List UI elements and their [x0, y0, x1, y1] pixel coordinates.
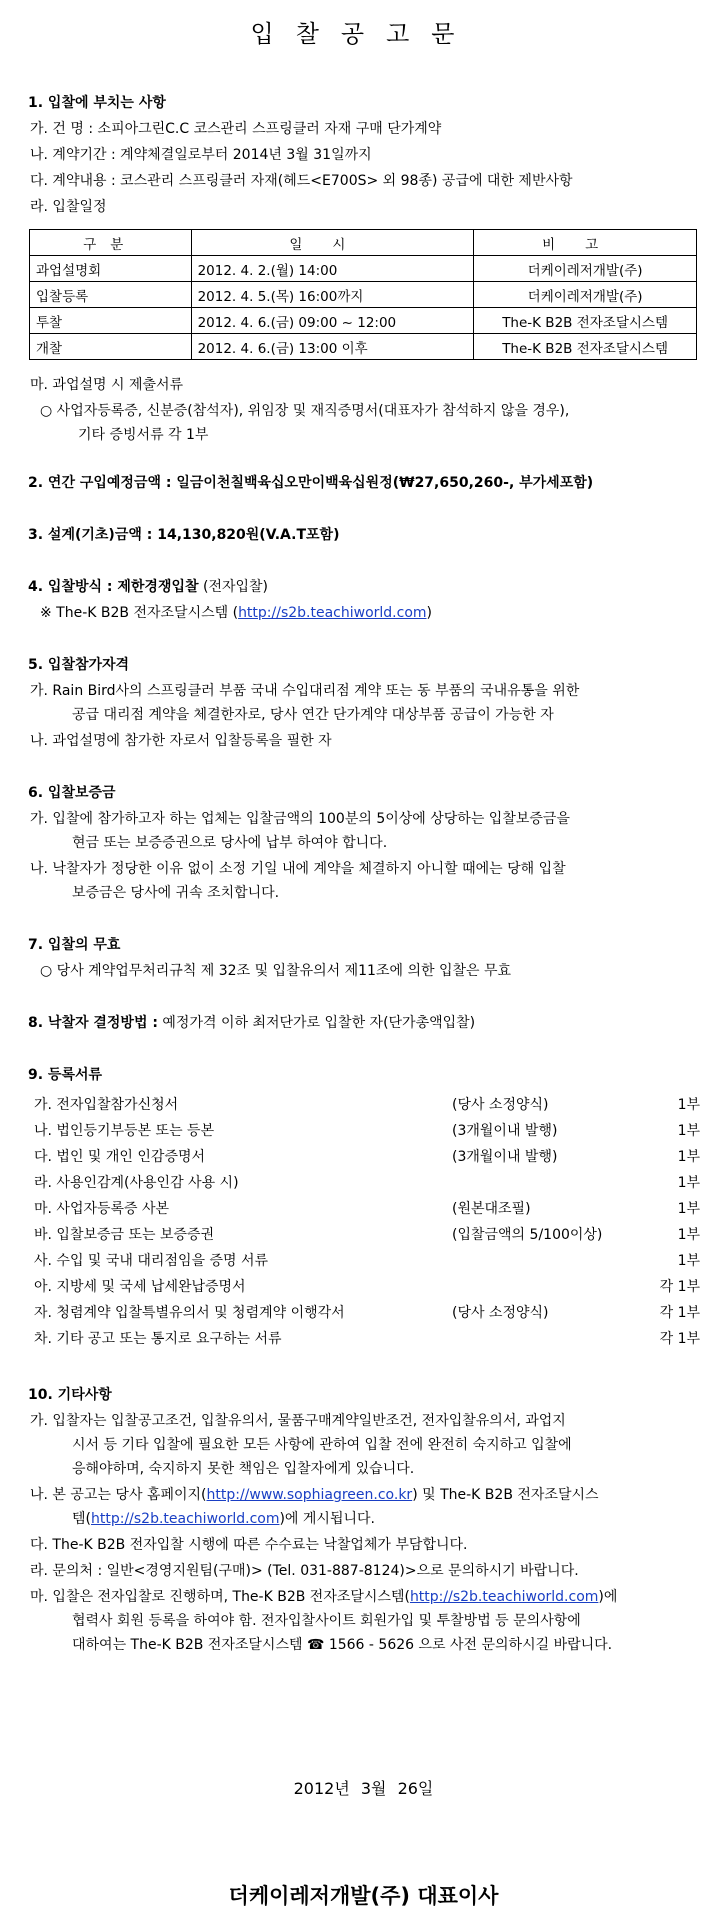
row-remarks: 더케이레저개발(주): [474, 256, 697, 282]
eligibility-a-line-1: 가. Rain Bird사의 스프링클러 부품 국내 수입대리점 계약 또는 동 부품의 국내유통을 위한: [30, 683, 580, 699]
document-title: 입찰공고문: [250, 20, 477, 48]
bid-method: 4. 입찰방식 : 제한경쟁입찰: [28, 579, 199, 595]
section-3-design-amount: 3. 설계(기초)금액 : 14,130,820원(V.A.T포함): [28, 527, 340, 543]
misc-e-line-2: 협력사 회원 등록을 하여야 함. 전자입찰사이트 회원가입 및 투찰방법 등 문의사항에: [72, 1613, 581, 1629]
s2b-link[interactable]: http://s2b.teachiworld.com: [409, 1589, 599, 1605]
row-datetime: 2012. 4. 2.(월) 14:00: [191, 256, 474, 282]
row-datetime: 2012. 4. 6.(금) 13:00 이후: [191, 334, 474, 360]
doc-qty: 1부: [677, 1175, 700, 1191]
row-category: 과업설명회: [30, 256, 192, 282]
table-row: [30, 334, 697, 360]
eligibility-b: 나. 과업설명에 참가한 자로서 입찰등록을 필한 자: [30, 733, 332, 749]
signature: 더케이레저개발(주) 대표이사: [228, 1884, 499, 1908]
deposit-b-line-1: 나. 낙찰자가 정당한 이유 없이 소정 기일 내에 계약을 체결하지 아니할 때에는 당해 입찰: [30, 861, 566, 877]
section-2-budget: 2. 연간 구입예정금액 : 일금이천칠백육십오만이백육십원정(₩27,650,260-, 부가세포함): [28, 475, 594, 491]
doc-note: (3개월이내 발행): [452, 1123, 558, 1139]
doc-note: (3개월이내 발행): [452, 1149, 558, 1165]
doc-label: 라. 사용인감계(사용인감 사용 시): [34, 1175, 239, 1191]
doc-qty: 1부: [677, 1149, 700, 1165]
doc-label: 자. 청렴계약 입찰특별유의서 및 청렴계약 이행각서: [34, 1305, 345, 1321]
doc-note: (원본대조필): [452, 1201, 531, 1217]
homepage-link[interactable]: http://www.sophiagreen.co.kr: [206, 1487, 413, 1503]
header-category: 구분: [30, 230, 192, 256]
doc-qty: 1부: [677, 1097, 700, 1113]
section-8: [28, 1014, 475, 1032]
row-remarks: The-K B2B 전자조달시스템: [474, 308, 697, 334]
misc-a-line-3: 응해야하며, 숙지하지 못한 책임은 입찰자에게 있습니다.: [72, 1461, 415, 1477]
section-1-heading: 1. 입찰에 부치는 사항: [28, 95, 166, 111]
text: 마. 입찰은 전자입찰로 진행하며, The-K B2B 전자조달시스템(: [30, 1589, 410, 1605]
note-suffix: ): [426, 605, 432, 621]
docs-label: 마. 과업설명 시 제출서류: [30, 377, 184, 393]
contract-content: 다. 계약내용 : 코스관리 스프링클러 자재(헤드<E700S> 외 98종) 공급에 대한 제반사항: [30, 173, 573, 189]
doc-qty: 1부: [677, 1201, 700, 1217]
note-prefix: ※ The-K B2B 전자조달시스템 (: [40, 605, 239, 621]
text: 템(: [72, 1511, 91, 1527]
doc-label: 가. 전자입찰참가신청서: [34, 1097, 179, 1113]
misc-a-line-1: 가. 입찰자는 입찰공고조건, 입찰유의서, 물품구매계약일반조건, 전자입찰유의서, 과업지: [30, 1413, 566, 1429]
section-4-heading: [28, 578, 268, 596]
section-6-heading: 6. 입찰보증금: [28, 785, 116, 801]
section-5-heading: 5. 입찰참가자격: [28, 657, 130, 673]
s2b-link[interactable]: http://s2b.teachiworld.com: [91, 1511, 280, 1527]
table-header-row: [30, 230, 697, 256]
deposit-a-line-1: 가. 입찰에 참가하고자 하는 업체는 입찰금액의 100분의 5이상에 상당하는 입찰보증금을: [30, 811, 570, 827]
eligibility-a-line-2: 공급 대리점 계약을 체결한자로, 당사 연간 단가계약 대상부품 공급이 가능한 자: [72, 707, 554, 723]
doc-qty: 각 1부: [659, 1279, 700, 1295]
row-category: 입찰등록: [30, 282, 192, 308]
table-row: [30, 308, 697, 334]
misc-c: 다. The-K B2B 전자입찰 시행에 따른 수수료는 낙찰업체가 부담합니다.: [30, 1537, 468, 1553]
section-8-heading: 8. 낙찰자 결정방법 :: [28, 1015, 158, 1031]
doc-qty: 각 1부: [659, 1331, 700, 1347]
misc-b-line-2: [72, 1510, 375, 1528]
text: )에 게시됩니다.: [279, 1511, 375, 1527]
row-category: 개찰: [30, 334, 192, 360]
row-remarks: The-K B2B 전자조달시스템: [474, 334, 697, 360]
doc-label: 다. 법인 및 개인 인감증명서: [34, 1149, 206, 1165]
invalid-bid-text: ○ 당사 계약업무처리규칙 제 32조 및 입찰유의서 제11조에 의한 입찰은 무효: [40, 963, 512, 979]
doc-note: (당사 소정양식): [452, 1305, 549, 1321]
doc-note: (당사 소정양식): [452, 1097, 549, 1113]
contract-period: 나. 계약기간 : 계약체결일로부터 2014년 3월 31일까지: [30, 147, 372, 163]
section-7-heading: 7. 입찰의 무효: [28, 937, 121, 953]
award-method-text: 예정가격 이하 최저단가로 입찰한 자(단가총액입찰): [157, 1015, 476, 1031]
misc-e-line-3: 대하여는 The-K B2B 전자조달시스템 ☎ 1566 - 5626 으로 사전 문의하시길 바랍니다.: [72, 1637, 613, 1653]
bid-system-note: [40, 604, 432, 622]
header-datetime: 일시: [191, 230, 474, 256]
doc-label: 나. 법인등기부등본 또는 등본: [34, 1123, 215, 1139]
docs-line-1: ○ 사업자등록증, 신분증(참석자), 위임장 및 재직증명서(대표자가 참석하지 않을 경우),: [40, 403, 570, 419]
contract-name: 가. 건 명 : 소피아그린C.C 코스관리 스프링클러 자재 구매 단가계약: [30, 121, 442, 137]
bid-schedule-table: [29, 229, 697, 360]
row-datetime: 2012. 4. 5.(목) 16:00까지: [191, 282, 474, 308]
doc-note: (입찰금액의 5/100이상): [452, 1227, 603, 1243]
table-row: [30, 282, 697, 308]
doc-qty: 1부: [677, 1227, 700, 1243]
section-10-heading: 10. 기타사항: [28, 1387, 112, 1403]
row-category: 투찰: [30, 308, 192, 334]
misc-d: 라. 문의처 : 일반<경영지원팀(구매)> (Tel. 031-887-8124)>으로 문의하시기 바랍니다.: [30, 1563, 579, 1579]
doc-qty: 1부: [677, 1123, 700, 1139]
row-datetime: 2012. 4. 6.(금) 09:00 ~ 12:00: [191, 308, 474, 334]
deposit-b-line-2: 보증금은 당사에 귀속 조치합니다.: [72, 885, 280, 901]
doc-label: 아. 지방세 및 국세 납세완납증명서: [34, 1279, 246, 1295]
schedule-label: 라. 입찰일정: [30, 199, 107, 215]
misc-e-line-1: [30, 1588, 617, 1606]
deposit-a-line-2: 현금 또는 보증증권으로 당사에 납부 하여야 합니다.: [72, 835, 388, 851]
docs-line-2: 기타 증빙서류 각 1부: [78, 427, 209, 443]
bid-method-suffix: (전자입찰): [198, 579, 269, 595]
doc-qty: 각 1부: [659, 1305, 700, 1321]
doc-label: 사. 수입 및 국내 대리점임을 증명 서류: [34, 1253, 269, 1269]
text: )에: [598, 1589, 618, 1605]
misc-a-line-2: 시서 등 기타 입찰에 필요한 모든 사항에 관하여 입찰 전에 완전히 숙지하고 입찰에: [72, 1437, 572, 1453]
text: 나. 본 공고는 당사 홈페이지(: [30, 1487, 207, 1503]
s2b-link[interactable]: http://s2b.teachiworld.com: [238, 605, 427, 621]
misc-b-line-1: [30, 1486, 599, 1504]
row-remarks: 더케이레저개발(주): [474, 282, 697, 308]
section-9-heading: 9. 등록서류: [28, 1067, 103, 1083]
notice-date: 2012년 3월 26일: [293, 1779, 434, 1798]
doc-label: 차. 기타 공고 또는 통지로 요구하는 서류: [34, 1331, 282, 1347]
header-remarks: 비고: [474, 230, 697, 256]
text: ) 및 The-K B2B 전자조달시스: [412, 1487, 599, 1503]
doc-label: 바. 입찰보증금 또는 보증증권: [34, 1227, 215, 1243]
doc-label: 마. 사업자등록증 사본: [34, 1201, 170, 1217]
doc-qty: 1부: [677, 1253, 700, 1269]
table-row: [30, 256, 697, 282]
